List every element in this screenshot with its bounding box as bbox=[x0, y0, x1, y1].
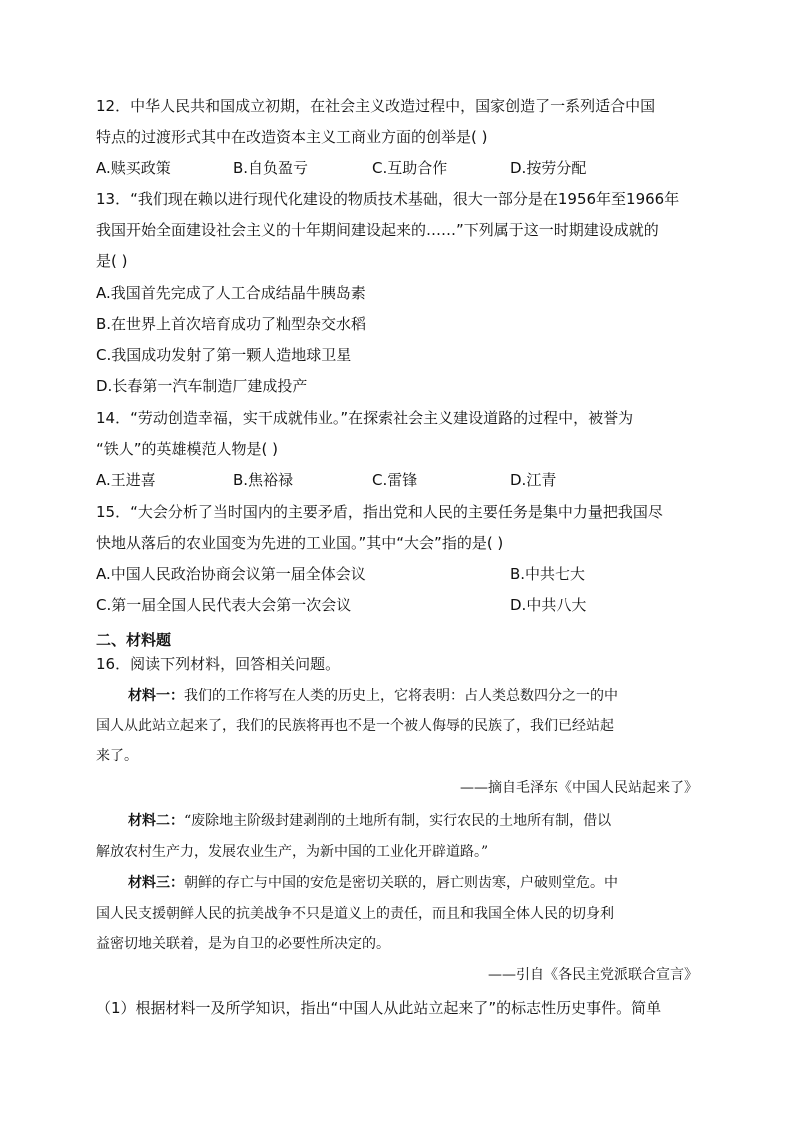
material-2-text1: “废除地主阶级封建剥削的土地所有制，实行农民的土地所有制，借以 bbox=[184, 813, 612, 829]
material-2-label: 材料二： bbox=[128, 813, 184, 829]
material-2-line1 bbox=[128, 811, 611, 831]
section-title: 二、材料题 bbox=[96, 631, 172, 649]
q12-stem-line1: 12．中华人民共和国成立初期，在社会主义改造过程中，国家创造了一系列适合中国 bbox=[96, 97, 656, 115]
material-3-line1 bbox=[128, 873, 618, 893]
material-1-line3: 来了。 bbox=[96, 748, 138, 764]
material-2-line2: 解放农村生产力，发展农业生产，为新中国的工业化开辟道路。” bbox=[96, 844, 489, 860]
q12-option-c: C.互助合作 bbox=[372, 159, 448, 177]
q16-intro: 16．阅读下列材料，回答相关问题。 bbox=[96, 655, 341, 673]
q15-option-a: A.中国人民政治协商会议第一届全体会议 bbox=[96, 565, 366, 583]
q15-stem-line2: 快地从落后的农业国变为先进的工业国。”其中“大会”指的是( ) bbox=[96, 534, 504, 552]
q13-option-c: C.我国成功发射了第一颗人造地球卫星 bbox=[96, 346, 352, 364]
q13-stem-line1: 13．“我们现在赖以进行现代化建设的物质技术基础，很大一部分是在1956年至1966年 bbox=[96, 190, 680, 208]
material-3-label: 材料三： bbox=[128, 875, 184, 891]
material-3-line3: 益密切地关联着，是为自卫的必要性所决定的。 bbox=[96, 936, 390, 952]
q15-option-c: C.第一届全国人民代表大会第一次会议 bbox=[96, 596, 352, 614]
q12-stem-line2: 特点的过渡形式其中在改造资本主义工商业方面的创举是( ) bbox=[96, 128, 488, 146]
q13-stem-line3: 是( ) bbox=[96, 252, 128, 270]
material-3-text1: 朝鲜的存亡与中国的安危是密切关联的，唇亡则齿寒，户破则堂危。中 bbox=[184, 875, 618, 891]
q15-option-b: B.中共七大 bbox=[510, 565, 586, 583]
material-1-label: 材料一： bbox=[128, 688, 184, 704]
q16-subquestion-1: （1）根据材料一及所学知识，指出“中国人从此站立起来了”的标志性历史事件。简单 bbox=[96, 999, 662, 1017]
q14-stem-line2: “铁人”的英雄模范人物是( ) bbox=[96, 440, 279, 458]
q15-option-d: D.中共八大 bbox=[510, 596, 587, 614]
q12-option-a: A.赎买政策 bbox=[96, 159, 171, 177]
material-1-line1 bbox=[128, 686, 618, 706]
q14-stem-line1: 14．“劳动创造幸福，实干成就伟业。”在探索社会主义建设道路的过程中，被誉为 bbox=[96, 409, 634, 427]
q14-option-d: D.江青 bbox=[510, 471, 557, 489]
q12-option-d: D.按劳分配 bbox=[510, 159, 587, 177]
material-1-line2: 国人从此站立起来了，我们的民族将再也不是一个被人侮辱的民族了，我们已经站起 bbox=[96, 718, 614, 734]
q14-option-a: A.王进喜 bbox=[96, 471, 156, 489]
q13-stem-line2: 我国开始全面建设社会主义的十年期间建设起来的……”下列属于这一时期建设成就的 bbox=[96, 221, 659, 239]
q14-option-c: C.雷锋 bbox=[372, 471, 418, 489]
q15-stem-line1: 15．“大会分析了当时国内的主要矛盾，指出党和人民的主要任务是集中力量把我国尽 bbox=[96, 503, 663, 521]
material-1-text1: 我们的工作将写在人类的历史上，它将表明：占人类总数四分之一的中 bbox=[184, 688, 618, 704]
q13-option-a: A.我国首先完成了人工合成结晶牛胰岛素 bbox=[96, 284, 366, 302]
q13-option-b: B.在世界上首次培育成功了籼型杂交水稻 bbox=[96, 315, 367, 333]
q13-option-d: D.长春第一汽车制造厂建成投产 bbox=[96, 377, 308, 395]
q14-option-b: B.焦裕禄 bbox=[233, 471, 294, 489]
q12-option-b: B.自负盈亏 bbox=[233, 159, 309, 177]
material-3-line2: 国人民支援朝鲜人民的抗美战争不只是道义上的责任，而且和我国全体人民的切身利 bbox=[96, 906, 614, 922]
material-3-source: ——引自《各民主党派联合宣言》 bbox=[488, 967, 698, 983]
material-1-source: ——摘自毛泽东《中国人民站起来了》 bbox=[460, 780, 698, 796]
